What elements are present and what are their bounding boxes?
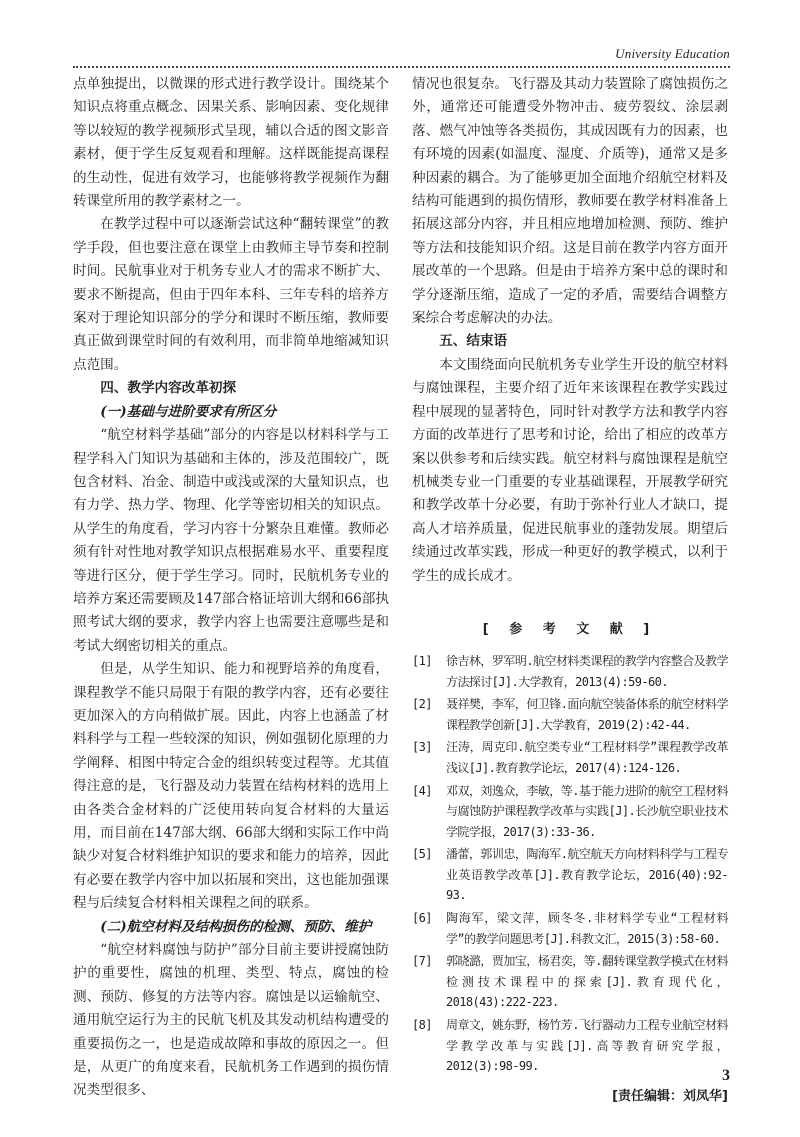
reference-number: [6] [412, 911, 432, 926]
reference-number: [2] [412, 697, 432, 712]
reference-number: [8] [412, 1018, 432, 1033]
reference-item [412, 651, 728, 692]
reference-item [412, 737, 728, 778]
reference-text: 郭晓潞，贾加宝，杨君奕，等.翻转课堂教学模式在材料检测技术课程中的探索[J].教育现代化，2018(43):222-223. [446, 954, 728, 1010]
reference-number: [7] [412, 954, 432, 969]
left-column [73, 73, 389, 1103]
reference-text: 汪涛，周克印.航空类专业“工程材料学”课程教学改革浅议[J].教育教学论坛，2017(4):124-126. [446, 740, 728, 775]
right-column [412, 73, 728, 1104]
subsection-heading: (一)基础与进阶要求有所区分 [100, 403, 277, 420]
references-title: [ 参 考 文 献 ] [482, 621, 658, 637]
paragraph: 点单独提出，以微课的形式进行教学设计。围绕某个知识点将重点概念、因果关系、影响因素、变化规律等以较短的教学视频形式呈现，辅以合适的图文影音素材，便于学生反复观看和理解。这样既能提高课程的生动性，促进有效学习，也能够将教学视频作为翻转课堂所用的教学素材之一。 [73, 76, 389, 210]
reference-text: 陶海军，梁文萍，顾冬冬.非材料学专业“工程材料学”的教学问题思考[J].科教文汇，2015(3):58-60. [446, 911, 728, 946]
reference-item [412, 781, 728, 843]
reference-number: [5] [412, 847, 432, 862]
reference-number: [3] [412, 740, 432, 755]
reference-text: 邓双，刘逸众，李敏，等.基于能力进阶的航空工程材料与腐蚀防护课程教学改革与实践[J].长沙航空职业技术学院学报，2017(3):33-36. [446, 783, 728, 839]
reference-item [412, 694, 728, 735]
running-header-title: University Education [615, 46, 730, 61]
subsection-heading: (二)航空材料及结构损伤的检测、预防、维护 [100, 918, 372, 935]
reference-text: 徐吉林，罗军明.航空材料类课程的教学内容整合及教学方法探讨[J].大学教育，2013(4):59-60. [446, 653, 728, 689]
reference-item [412, 844, 728, 906]
paragraph: “航空材料学基础”部分的内容是以材料科学与工程学科入门知识为基础和主体的，涉及范围较广，既包含材料、冶金、制造中或浅或深的大量知识点，也有力学、热力学、物理、化学等密切相关的知识点。从学生的角度看，学习内容十分繁杂且难懂。教师必须有针对性地对教学知识点根据难易水平、重要程度等进行区分，便于学生学习。同时，民航机务专业的培养方案还需要顾及147部合格证培训大纲和66部执照考试大纲的要求，教学内容上也需要注意哪些是和考试大纲密切相关的重点。 [73, 427, 389, 654]
reference-text: 周章文，姚东野，杨竹芳.飞行器动力工程专业航空材料学教学改革与实践[J].高等教育研究学报，2012(3):98-99. [446, 1018, 728, 1074]
reference-item [412, 951, 728, 1013]
header-dotted-divider [73, 66, 730, 68]
reference-item [412, 908, 728, 949]
reference-number: [4] [412, 783, 432, 798]
reference-list [412, 651, 728, 1077]
paragraph: “航空材料腐蚀与防护”部分目前主要讲授腐蚀防护的重要性，腐蚀的机理、类型、特点，腐蚀的检测、预防、修复的方法等内容。腐蚀是以运输航空、通用航空运行为主的民航飞机及其发动机结构遭受的重要损伤之一，也是造成故障和事故的原因之一。但是，从更广的角度来看，民航机务工作遇到的损伤情况类型很多、 [73, 942, 389, 1099]
reference-number: [1] [412, 653, 432, 668]
reference-text: 潘蕾，郭训忠，陶海军.航空航天方向材料科学与工程专业英语教学改革[J].教育教学论坛，2016(40):92-93. [446, 847, 728, 903]
editor-note: [责任编辑：刘凤华] [612, 1088, 728, 1104]
paragraph: 但是，从学生知识、能力和视野培养的角度看，课程教学不能只局限于有限的教学内容，还有必要往更加深入的方向稍做扩展。因此，内容上也涵盖了材料科学与工程一些较深的知识，例如强韧化原理的力学阐释、相图中特定合金的组织转变过程等。尤其值得注意的是，飞行器及动力装置在结构材料的选用上由各类合金材料的广泛使用转向复合材料的大量运用，而目前在147部大纲、66部大纲和实际工作中尚缺少对复合材料维护知识的要求和能力的培养，因此有必要在教学内容中加以拓展和突出，这也能加强课程与后续复合材料相关课程之间的联系。 [73, 661, 389, 912]
paragraph: 情况也很复杂。飞行器及其动力装置除了腐蚀损伤之外，通常还可能遭受外物冲击、疲劳裂纹、涂层剥落、燃气冲蚀等各类损伤，其成因既有力的因素，也有环境的因素(如温度、湿度、介质等)，通常又是多种因素的耦合。为了能够更加全面地介绍航空材料及结构可能遇到的损伤情形，教师要在教学材料准备上拓展这部分内容，并且相应地增加检测、预防、维护等方法和技能知识介绍。这是目前在教学内容方面开展改革的一个思路。但是由于培养方案中总的课时和学分逐渐压缩，造成了一定的矛盾，需要结合调整方案综合考虑解决的办法。 [412, 76, 728, 327]
section-heading: 五、结束语 [439, 333, 508, 350]
paragraph: 在教学过程中可以逐渐尝试这种“翻转课堂”的教学手段，但也要注意在课堂上由教师主导节奏和控制时间。民航事业对于机务专业人才的需求不断扩大、要求不断提高，但由于四年本科、三年专科的培养方案对于理论知识部分的学分和课时不断压缩，教师要真正做到课堂时间的有效利用，而非简单地缩减知识点范围。 [73, 216, 389, 373]
section-heading: 四、教学内容改革初探 [100, 380, 237, 397]
page-number: 3 [722, 1067, 730, 1084]
reference-item [412, 1015, 728, 1077]
paragraph: 本文围绕面向民航机务专业学生开设的航空材料与腐蚀课程，主要介绍了近年来该课程在教学实践过程中展现的显著特色，同时针对教学方法和教学内容方面的改革进行了思考和讨论，给出了相应的改革方案以供参考和后续实践。航空材料与腐蚀课程是航空机械类专业一门重要的专业基础课程，开展教学研究和教学改革十分必要，有助于弥补行业人才缺口，提高人才培养质量，促进民航事业的蓬勃发展。期望后续通过改革实践，形成一种更好的教学模式，以利于学生的成长成才。 [412, 356, 728, 584]
reference-text: 聂祥樊，李军，何卫锋.面向航空装备体系的航空材料学课程教学创新[J].大学教育，2019(2):42-44. [446, 697, 728, 732]
